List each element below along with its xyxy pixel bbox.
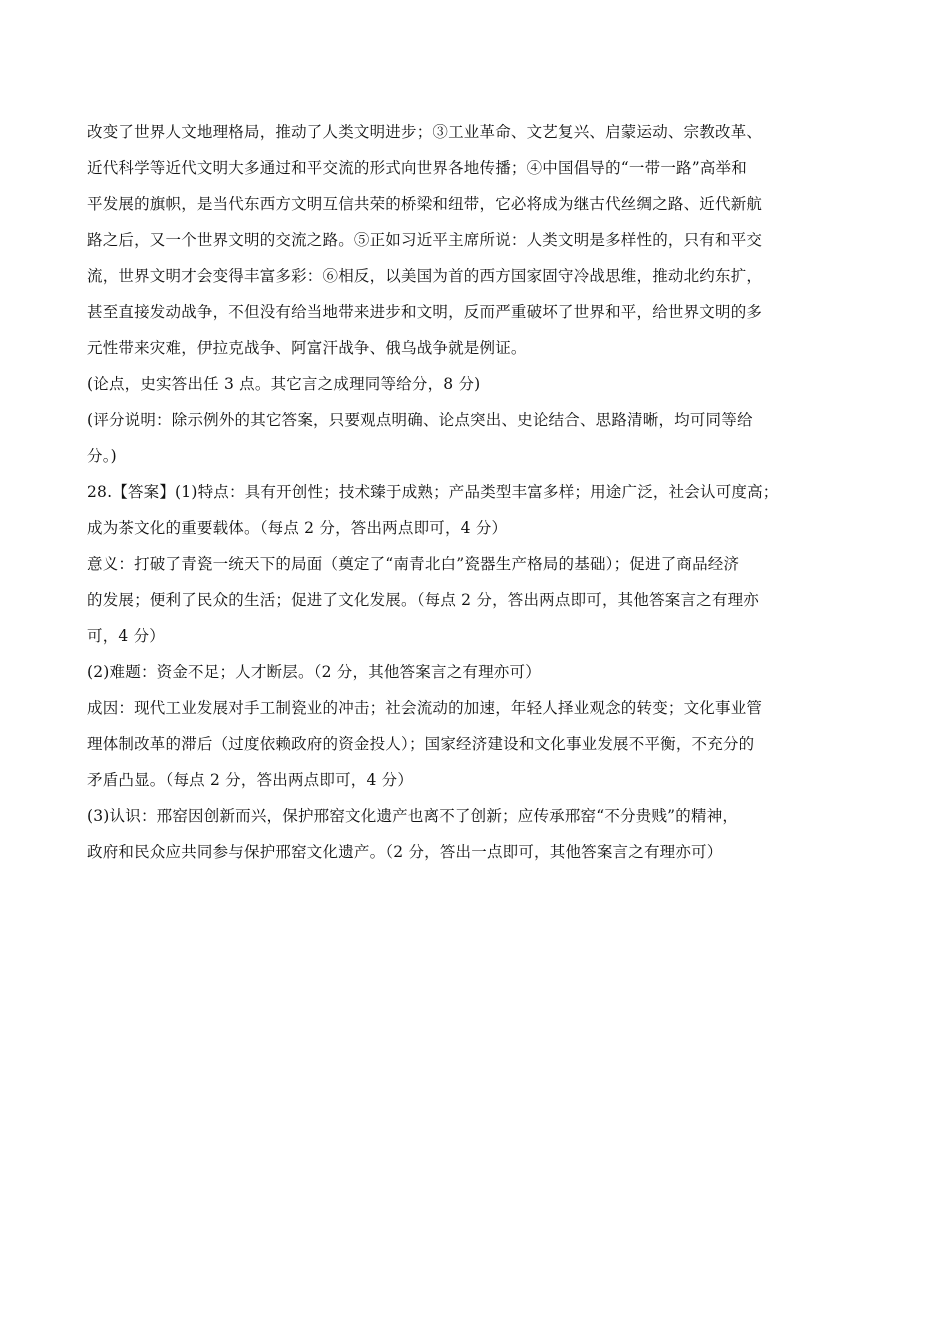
scoring-explanation-cont: 分。) — [87, 447, 117, 465]
cause-line: 成因：现代工业发展对手工制瓷业的冲击；社会流动的加速，年轻人择业观念的转变；文化事业管 — [87, 699, 763, 717]
scoring-note: (论点，史实答出任 3 点。其它言之成理同等给分，8 分) — [87, 375, 481, 393]
text-line: 可，4 分） — [87, 627, 165, 645]
scoring-explanation: (评分说明：除示例外的其它答案，只要观点明确、论点突出、史论结合、思路清晰，均可同等给 — [87, 411, 753, 429]
text-line: 近代科学等近代文明大多通过和平交流的形式向世界各地传播；④中国倡导的“一带一路”高举和 — [87, 159, 747, 177]
text-line: 元性带来灾难，伊拉克战争、阿富汗战争、俄乌战争就是例证。 — [87, 339, 527, 357]
text-line: 的发展；便利了民众的生活；促进了文化发展。（每点 2 分，答出两点即可，其他答案言之有理亦 — [87, 591, 759, 609]
text-line: 改变了世界人文地理格局，推动了人类文明进步；③工业革命、文艺复兴、启蒙运动、宗教改革、 — [87, 123, 763, 141]
text-line: 流，世界文明才会变得丰富多彩：⑥相反，以美国为首的西方国家固守冷战思维，推动北约东扩， — [87, 267, 763, 285]
text-line: 平发展的旗帜，是当代东西方文明互信共荣的桥梁和纽带，它必将成为继古代丝绸之路、近代新航 — [87, 195, 763, 213]
question-28-answer: 28.【答案】(1)特点：具有开创性；技术臻于成熟；产品类型丰富多样；用途广泛，社会认可度高； — [87, 483, 779, 501]
text-line: 矛盾凸显。（每点 2 分，答出两点即可，4 分） — [87, 771, 414, 789]
text-line: 理体制改革的滞后（过度依赖政府的资金投人）；国家经济建设和文化事业发展不平衡，不充分的 — [87, 735, 755, 753]
text-line: 甚至直接发动战争，不但没有给当地带来进步和文明，反而严重破坏了世界和平，给世界文明的多 — [87, 303, 763, 321]
difficulty-line: (2)难题：资金不足；人才断层。（2 分，其他答案言之有理亦可） — [87, 663, 541, 681]
significance-line: 意义：打破了青瓷一统天下的局面（奠定了“南青北白”瓷器生产格局的基础）；促进了商品经济 — [87, 555, 740, 573]
text-line: 政府和民众应共同参与保护邢窑文化遗产。（2 分，答出一点即可，其他答案言之有理亦可） — [87, 843, 723, 861]
text-line: 成为茶文化的重要载体。（每点 2 分，答出两点即可，4 分） — [87, 519, 508, 537]
answer-text-block — [87, 114, 867, 870]
text-line: 路之后，又一个世界文明的交流之路。⑤正如习近平主席所说：人类文明是多样性的，只有和平交 — [87, 231, 763, 249]
understanding-line: (3)认识：邢窑因创新而兴，保护邢窑文化遗产也离不了创新；应传承邢窑“不分贵贱”的精神， — [87, 807, 739, 825]
